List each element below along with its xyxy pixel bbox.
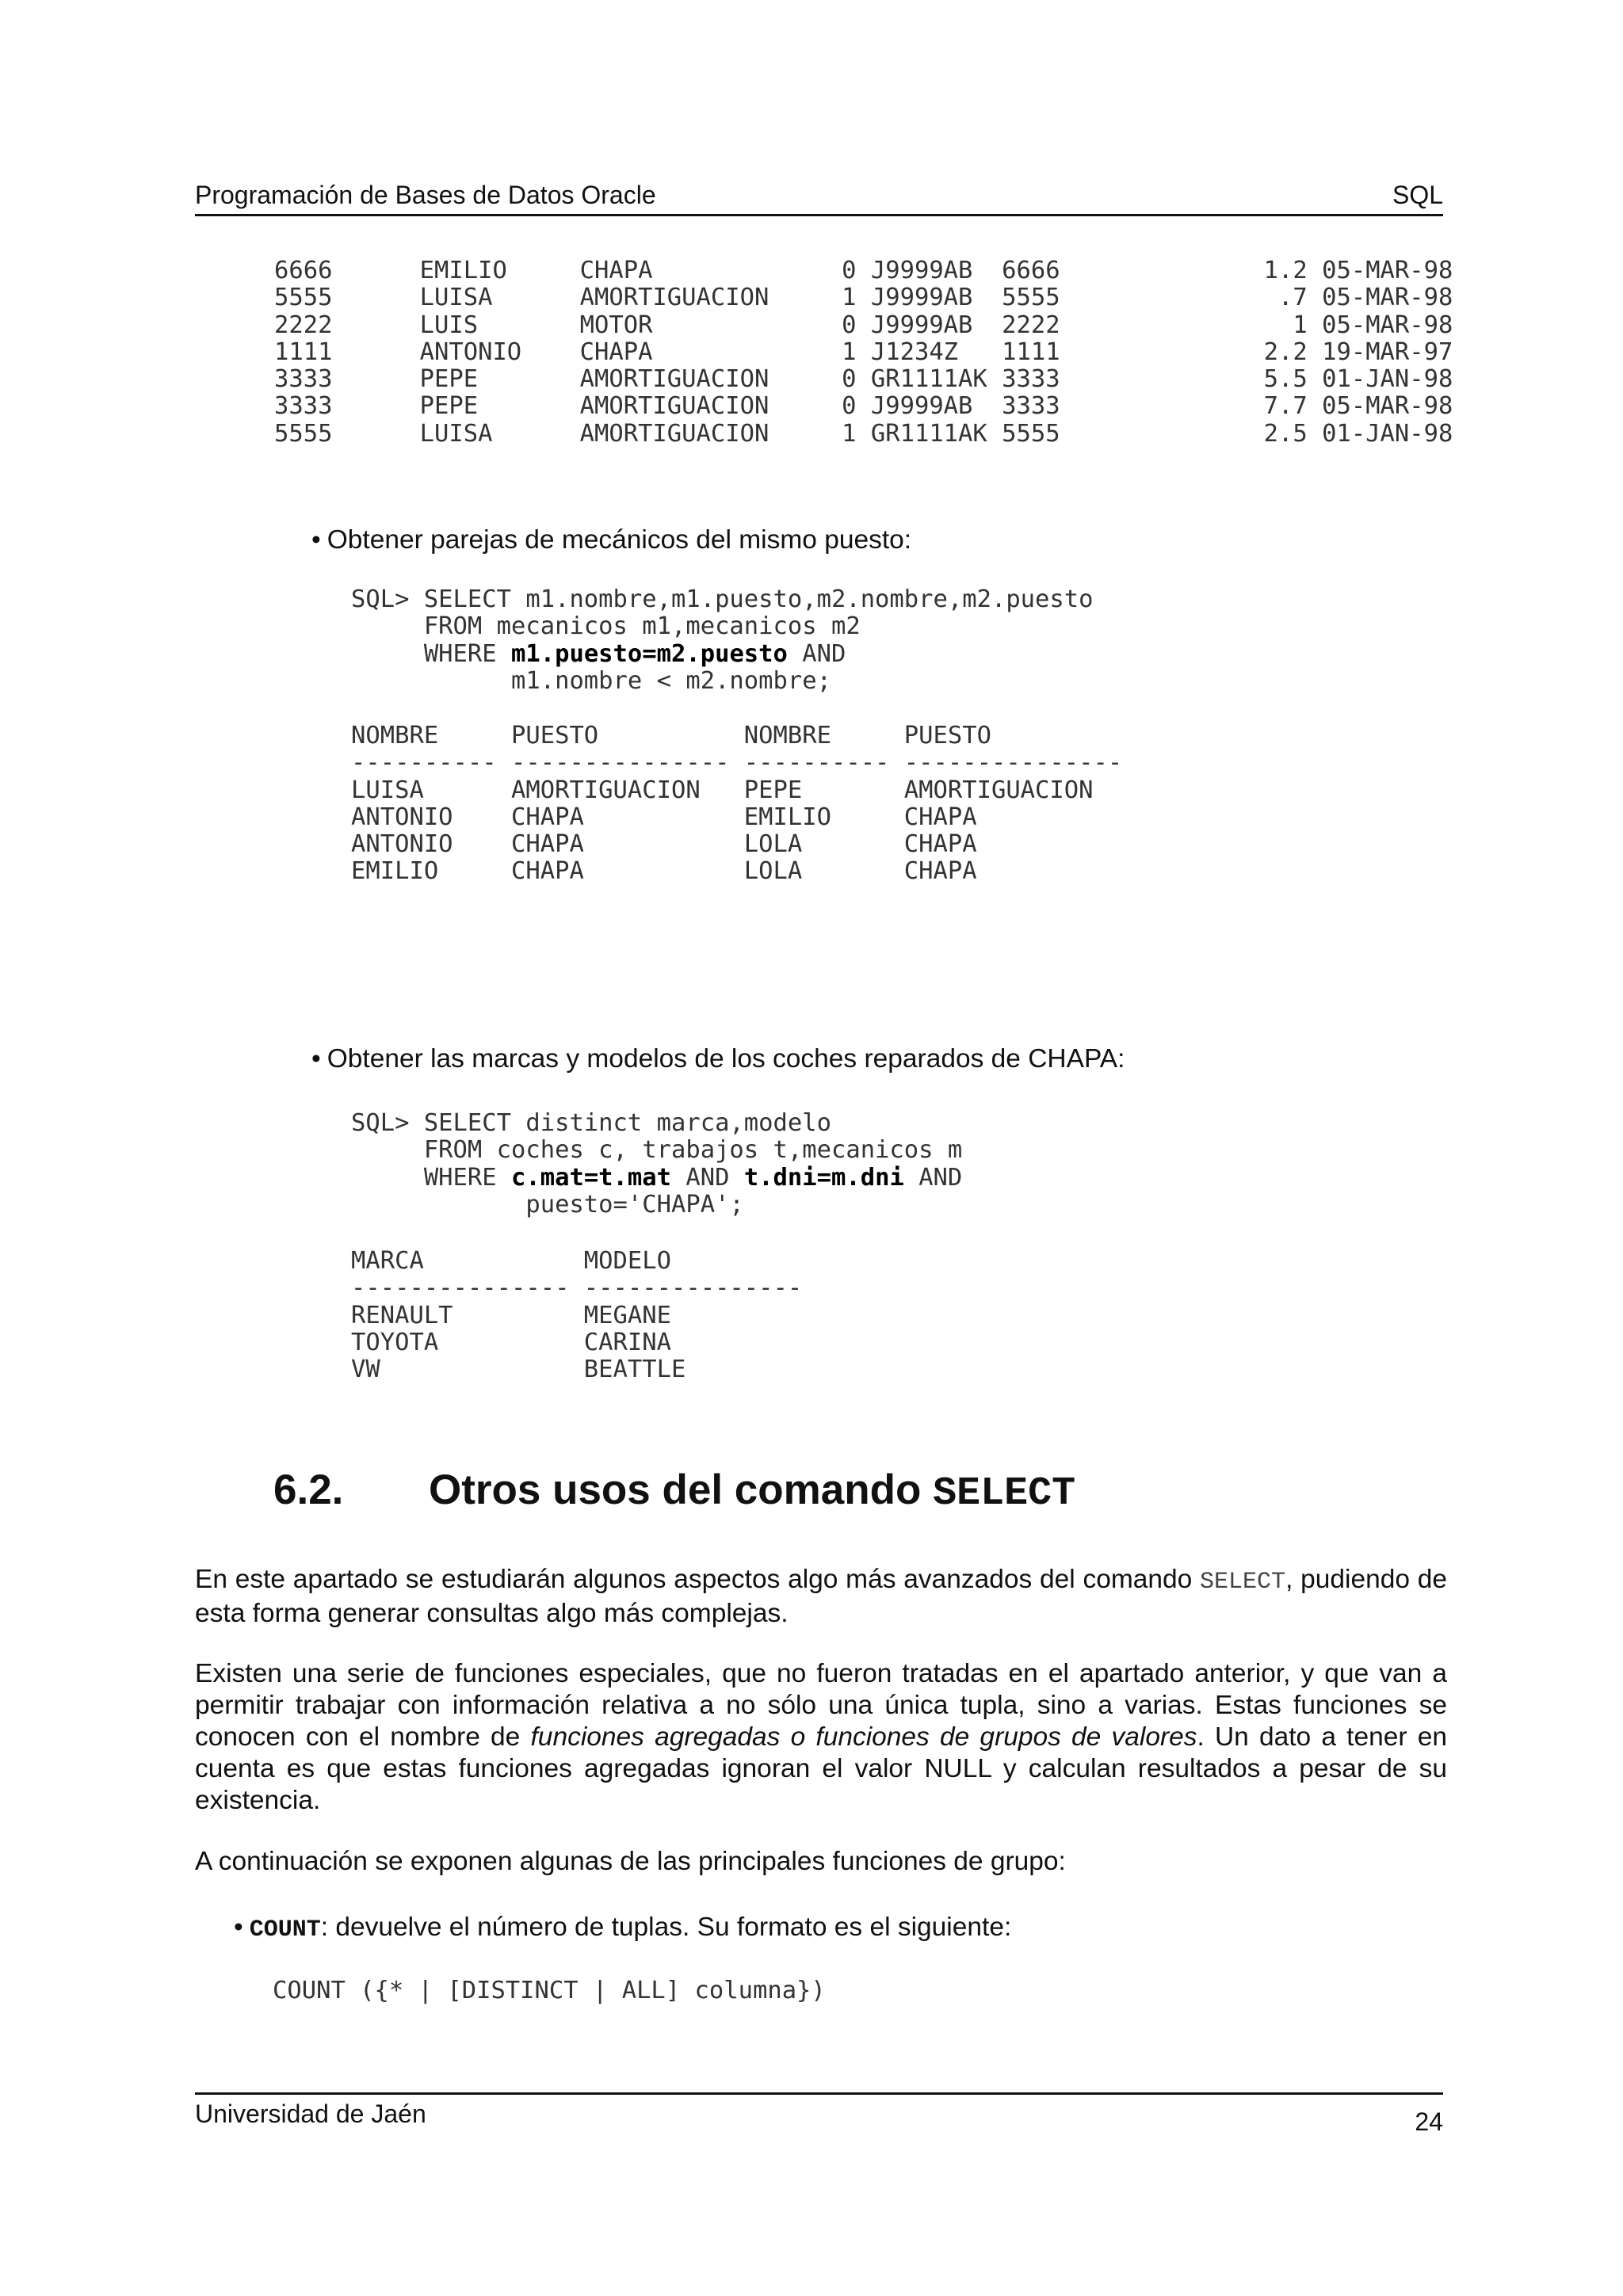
section-heading <box>273 1466 1075 1516</box>
bullet-icon: • <box>234 1913 243 1942</box>
table-row: 5555 LUISA AMORTIGUACION 1 J9999AB 5555 .7 05-MAR-98 <box>274 284 1453 312</box>
bullet-icon: • <box>311 525 321 555</box>
table-row: 2222 LUIS MOTOR 0 J9999AB 2222 1 05-MAR-98 <box>274 311 1453 339</box>
result-rows <box>351 1302 802 1384</box>
result-header: NOMBRE PUESTO NOMBRE PUESTO <box>351 722 991 749</box>
query-line: WHERE c.mat=t.mat AND t.dni=m.dni AND <box>351 1163 963 1192</box>
query-line: m1.nombre < m2.nombre; <box>351 666 831 695</box>
result-separator: --------------- --------------- <box>351 1274 803 1302</box>
table-row: VW BEATTLE <box>351 1356 686 1384</box>
query-line: SQL> SELECT distinct marca,modelo <box>351 1109 831 1137</box>
table-row: 5555 LUISA AMORTIGUACION 1 GR1111AK 5555 2.5 01-JAN-98 <box>274 419 1453 448</box>
table-row: 3333 PEPE AMORTIGUACION 0 GR1111AK 3333 5.5 01-JAN-98 <box>274 365 1453 394</box>
table-row: EMILIO CHAPA LOLA CHAPA <box>351 857 977 886</box>
syntax-line: COUNT ({* | [DISTINCT | ALL] columna}) <box>273 1977 826 2004</box>
bullet-item <box>234 1913 1011 1943</box>
section-title-command: SELECT <box>933 1471 1076 1516</box>
query-line: FROM mecanicos m1,mecanicos m2 <box>351 612 861 641</box>
page-header-section: SQL <box>1392 181 1443 209</box>
table-row: 6666 EMILIO CHAPA 0 J9999AB 6666 1.2 05-MAR-98 <box>274 257 1453 284</box>
paragraph: En este apartado se estudiarán algunos aspectos algo más avanzados del comando SELECT, pudiendo de esta forma generar consultas algo más complejas. <box>195 1565 1448 1628</box>
paragraph: Existen una serie de funciones especiales, que no fueron tratadas en el apartado anterior, y que van a permitir trabajar con información relativa a no sólo una única tupla, sino a varias. Estas funciones se conocen con el nombre de funciones agregadas o funciones de grupos de valores. Un dato a tener en cuenta es que estas funciones agregadas ignoran el valor NULL y calculan resultados a pesar de su existencia. <box>195 1659 1447 1815</box>
page-number: 24 <box>1415 2107 1443 2136</box>
result-rows <box>351 777 1122 886</box>
table-row: ANTONIO CHAPA LOLA CHAPA <box>351 830 977 859</box>
table-row: RENAULT MEGANE <box>351 1301 671 1329</box>
sql-query-block <box>351 1110 962 1219</box>
sql-result-table <box>351 1248 802 1383</box>
query-line: puesto='CHAPA'; <box>351 1190 744 1219</box>
query-line: WHERE m1.puesto=m2.puesto AND <box>351 639 846 668</box>
syntax-block <box>273 1978 826 2004</box>
join-condition: c.mat=t.mat <box>511 1163 671 1192</box>
result-separator: ---------- --------------- ---------- --------------- <box>351 749 1123 777</box>
table-row: TOYOTA CARINA <box>351 1328 671 1356</box>
table-row: 3333 PEPE AMORTIGUACION 0 J9999AB 3333 7.7 05-MAR-98 <box>274 392 1453 421</box>
table-row: LUISA AMORTIGUACION PEPE AMORTIGUACION <box>351 776 1094 804</box>
section-number: 6.2. <box>273 1466 344 1513</box>
sql-query-block <box>351 586 1094 695</box>
query-line: FROM coches c, trabajos t,mecanicos m <box>351 1136 963 1165</box>
page-header-title: Programación de Bases de Datos Oracle <box>195 181 656 209</box>
join-condition: t.dni=m.dni <box>743 1163 904 1192</box>
paragraph: A continuación se exponen algunas de las principales funciones de grupo: <box>195 1847 1066 1876</box>
join-condition: m1.puesto=m2.puesto <box>511 639 788 668</box>
table-row: ANTONIO CHAPA EMILIO CHAPA <box>351 803 977 831</box>
footer-divider <box>195 2092 1443 2095</box>
table-row: 1111 ANTONIO CHAPA 1 J1234Z 1111 2.2 19-MAR-97 <box>274 338 1453 366</box>
header-divider <box>195 214 1443 216</box>
result-rows <box>274 257 1453 448</box>
sql-result-table <box>351 723 1122 886</box>
footer-institution: Universidad de Jaén <box>195 2100 426 2128</box>
result-header: MARCA MODELO <box>351 1247 671 1275</box>
bullet-item <box>311 1044 1125 1074</box>
continued-result-table <box>274 257 1453 448</box>
query-line: SQL> SELECT m1.nombre,m1.puesto,m2.nombre,m2.puesto <box>351 585 1094 613</box>
emphasis: funciones agregadas o funciones de grupos de valores <box>530 1722 1197 1752</box>
section-title: Otros usos del comando <box>429 1466 934 1513</box>
bullet-item <box>311 525 911 555</box>
bullet-text: Obtener las marcas y modelos de los coches reparados de CHAPA: <box>327 1044 1125 1074</box>
bullet-text: Obtener parejas de mecánicos del mismo puesto: <box>327 525 912 555</box>
function-name: COUNT <box>249 1917 321 1943</box>
bullet-text: : devuelve el número de tuplas. Su formato es el siguiente: <box>320 1913 1012 1942</box>
bullet-icon: • <box>311 1044 321 1074</box>
inline-code: SELECT <box>1200 1569 1286 1596</box>
